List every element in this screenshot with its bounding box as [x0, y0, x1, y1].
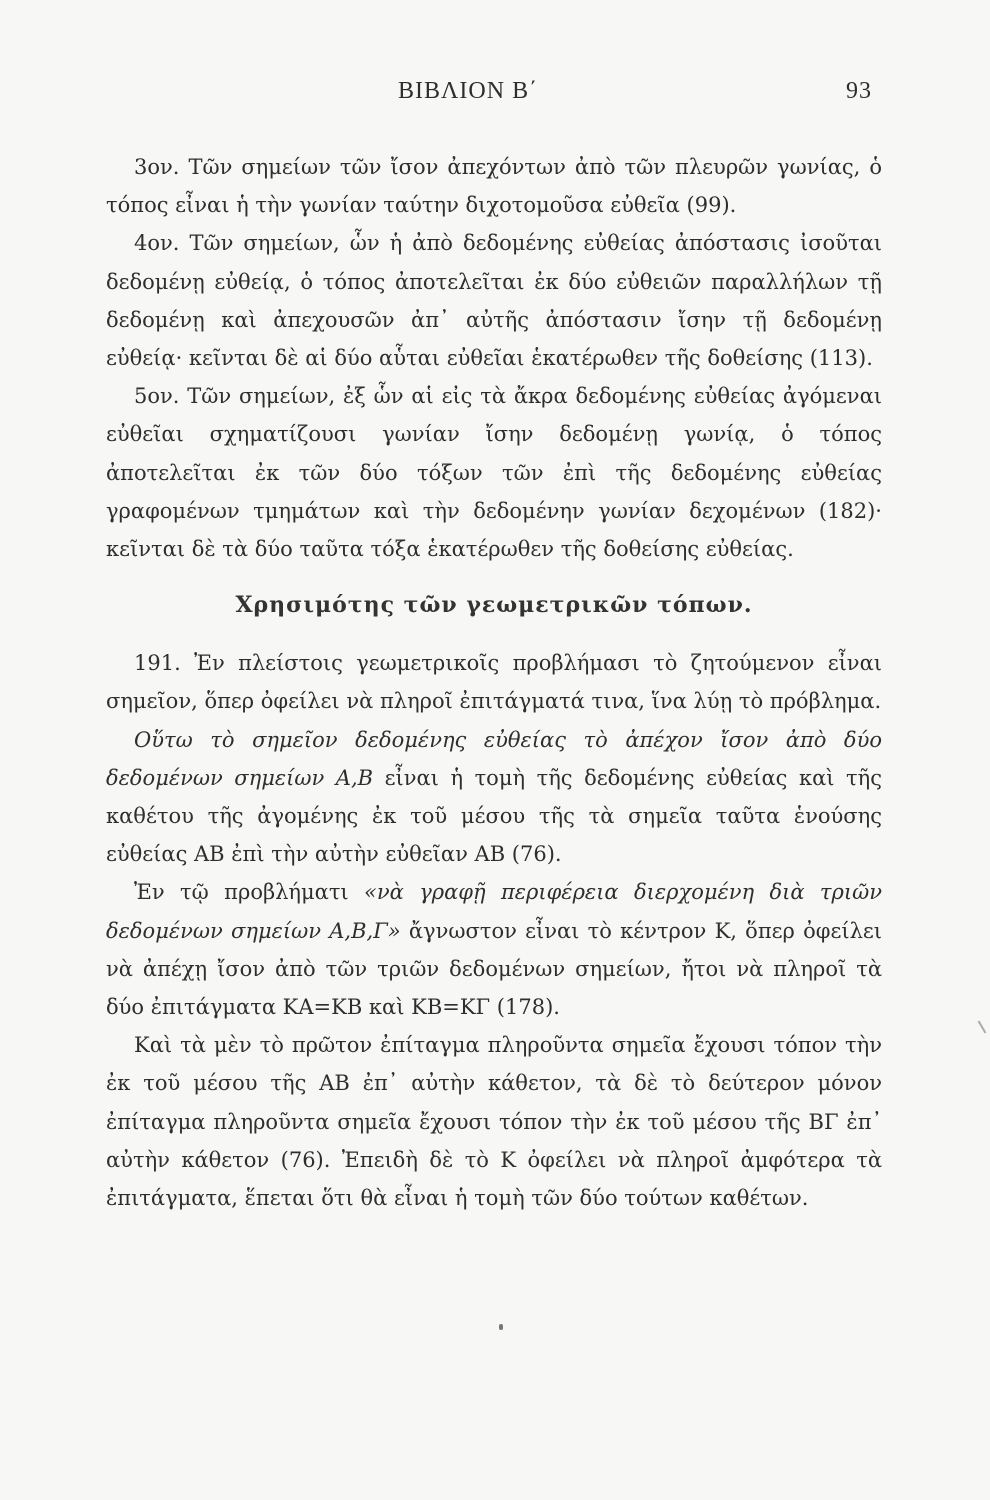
page-number: 93 — [846, 78, 872, 104]
problem-quote: «νὰ γραφῇ περιφέρεια διερχομένη διὰ τριῶν δεδομένων σημείων Α,Β,Γ» — [106, 880, 882, 943]
print-speck — [499, 1324, 503, 1330]
paragraph-problem-lead: Ἐν τῷ προβλήματι — [134, 880, 365, 905]
section-heading: Χρησιμότης τῶν γεωμετρικῶν τόπων. — [235, 592, 753, 619]
paragraph-outo-rest: εἶναι ἡ τομὴ τῆς δεδομένης εὐθείας καὶ τῆς καθέτου τῆς ἀγομένης ἐκ τοῦ μέσου τῆς τὰ σημεῖα ταῦτα ἑνούσης εὐθείας ΑΒ ἐπὶ τὴν αὐτὴν εὐθεῖαν ΑΒ (76). — [106, 765, 882, 867]
paragraph-5on: 5ον. Τῶν σημείων, ἐξ ὧν αἱ εἰς τὰ ἄκρα δεδομένης εὐθείας ἀγόμεναι εὐθεῖαι σχηματίζουσι γωνίαν ἴσην δεδομένῃ γωνίᾳ, ὁ τόπος ἀποτελεῖται ἐκ τῶν δύο τόξων τῶν ἐπὶ τῆς δεδομένης εὐθείας γραφομένων τμημάτων καὶ τὴν δεδομένην γωνίαν δεχομένων (182)· κεῖνται δὲ τὰ δύο ταῦτα τόξα ἑκατέρωθεν τῆς δοθείσης εὐθείας. — [106, 384, 882, 562]
paragraph-problem-rest: ἄγνωστον εἶναι τὸ κέντρον Κ, ὅπερ ὀφείλει νὰ ἀπέχῃ ἴσον ἀπὸ τῶν τριῶν δεδομένων σημείων, ἤτοι νὰ πληροῖ τὰ δύο ἐπιτάγματα ΚΑ=ΚΒ καὶ ΚΒ=ΚΓ (178). — [106, 918, 882, 1020]
text-block — [106, 148, 882, 1217]
paragraph-problem — [106, 873, 882, 1026]
running-head — [0, 78, 990, 108]
paragraph-4on: 4ον. Τῶν σημείων, ὧν ἡ ἀπὸ δεδομένης εὐθείας ἀπόστασις ἰσοῦται δεδομένῃ εὐθείᾳ, ὁ τόπος ἀποτελεῖται ἐκ δύο εὐθειῶν παραλλήλων τῇ δεδομένῃ καὶ ἀπεχουσῶν ἀπ᾽ αὐτῆς ἀπόστασιν ἴσην τῇ δεδομένῃ εὐθείᾳ· κεῖνται δὲ αἱ δύο αὗται εὐθεῖαι ἑκατέρωθεν τῆς δοθείσης (113). — [106, 231, 882, 371]
paragraph-191: 191. Ἐν πλείστοις γεωμετρικοῖς προβλήμασι τὸ ζητούμενον εἶναι σημεῖον, ὅπερ ὀφείλει νὰ πληροῖ ἐπιτάγματά τινα, ἵνα λύῃ τὸ πρόβλημα. — [106, 651, 882, 714]
italic-statement: Οὕτω τὸ σημεῖον δεδομένης εὐθείας τὸ ἀπέχον ἴσον ἀπὸ δύο δεδομένων σημείων Α,Β — [106, 727, 882, 790]
edge-mark — [978, 1020, 987, 1033]
paragraph-3on: 3ον. Τῶν σημείων τῶν ἴσον ἀπεχόντων ἀπὸ τῶν πλευρῶν γωνίας, ὁ τόπος εἶναι ἡ τὴν γωνίαν ταύτην διχοτομοῦσα εὐθεῖα (99). — [106, 155, 882, 218]
paragraph-outo — [106, 721, 882, 874]
running-title: ΒΙΒΛΙΟΝ Β΄ — [398, 78, 539, 104]
paragraph-kai: Καὶ τὰ μὲν τὸ πρῶτον ἐπίταγμα πληροῦντα σημεῖα ἔχουσι τόπον τὴν ἐκ τοῦ μέσου τῆς ΑΒ ἐπ᾽ αὐτὴν κάθετον, τὰ δὲ τὸ δεύτερον μόνον ἐπίταγμα πληροῦντα σημεῖα ἔχουσι τόπον τὴν ἐκ τοῦ μέσου τῆς ΒΓ ἐπ᾽ αὐτὴν κάθετον (76). Ἐπειδὴ δὲ τὸ Κ ὀφείλει νὰ πληροῖ ἀμφότερα τὰ ἐπιτάγματα, ἕπεται ὅτι θὰ εἶναι ἡ τομὴ τῶν δύο τούτων καθέτων. — [106, 1033, 882, 1211]
